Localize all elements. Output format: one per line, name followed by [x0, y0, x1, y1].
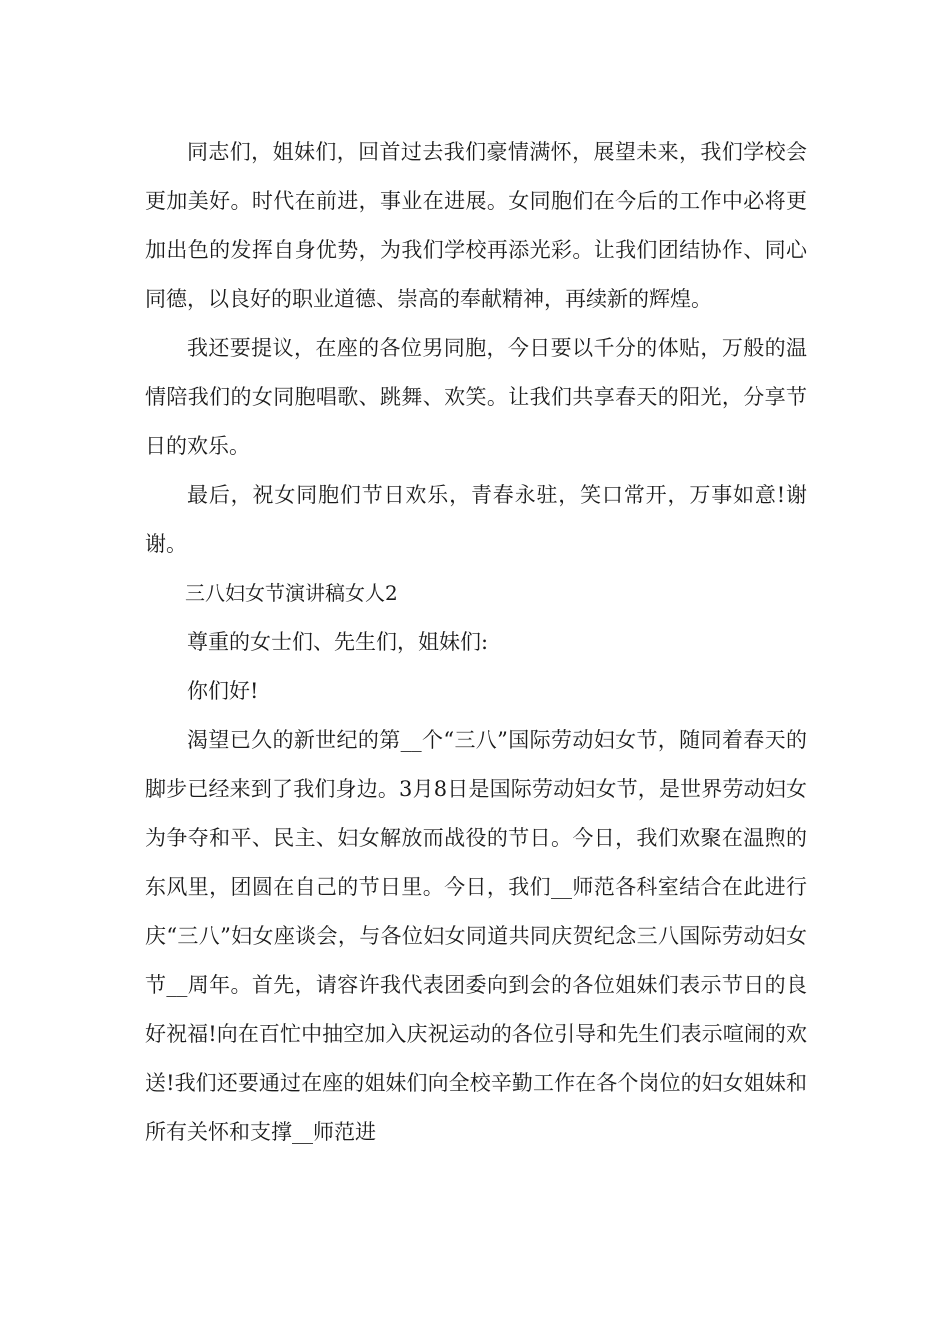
paragraph-proposal: 我还要提议，在座的各位男同胞，今日要以千分的体贴，万般的温情陪我们的女同胞唱歌、跳舞、欢笑。让我们共享春天的阳光，分享节日的欢乐。 [145, 336, 807, 458]
paragraph-speech-body: 渴望已久的新世纪的第__个“三八”国际劳动妇女节，随同着春天的脚步已经来到了我们身边。3月8日是国际劳动妇女节，是世界劳动妇女为争夺和平、民主、妇女解放而战役的节日。今日，我们欢聚在温煦的东风里，团圆在自己的节日里。今日，我们__师范各科室结合在此进行庆“三八”妇女座谈会，与各位妇女同道共同庆贺纪念三八国际劳动妇女节__周年。首先，请容许我代表团委向到会的各位姐妹们表示节日的良好祝福!向在百忙中抽空加入庆祝运动的各位引导和先生们表示喧闹的欢送!我们还要通过在座的姐妹们向全校辛勤工作在各个岗位的妇女姐妹和所有关怀和支撑__师范进 [145, 728, 807, 1144]
section-heading: 三八妇女节演讲稿女人2 [185, 581, 398, 605]
document-body [145, 128, 807, 1157]
paragraph-salutation: 尊重的女士们、先生们，姐妹们: [187, 630, 489, 654]
paragraph-closing-vision: 同志们，姐妹们，回首过去我们豪情满怀，展望未来，我们学校会更加美好。时代在前进，事业在进展。女同胞们在今后的工作中必将更加出色的发挥自身优势，为我们学校再添光彩。让我们团结协作、同心同德，以良好的职业道德、崇高的奉献精神，再续新的辉煌。 [145, 140, 807, 311]
paragraph-final-wishes: 最后，祝女同胞们节日欢乐，青春永驻，笑口常开，万事如意!谢谢。 [145, 483, 807, 556]
paragraph-greeting: 你们好! [187, 679, 259, 703]
